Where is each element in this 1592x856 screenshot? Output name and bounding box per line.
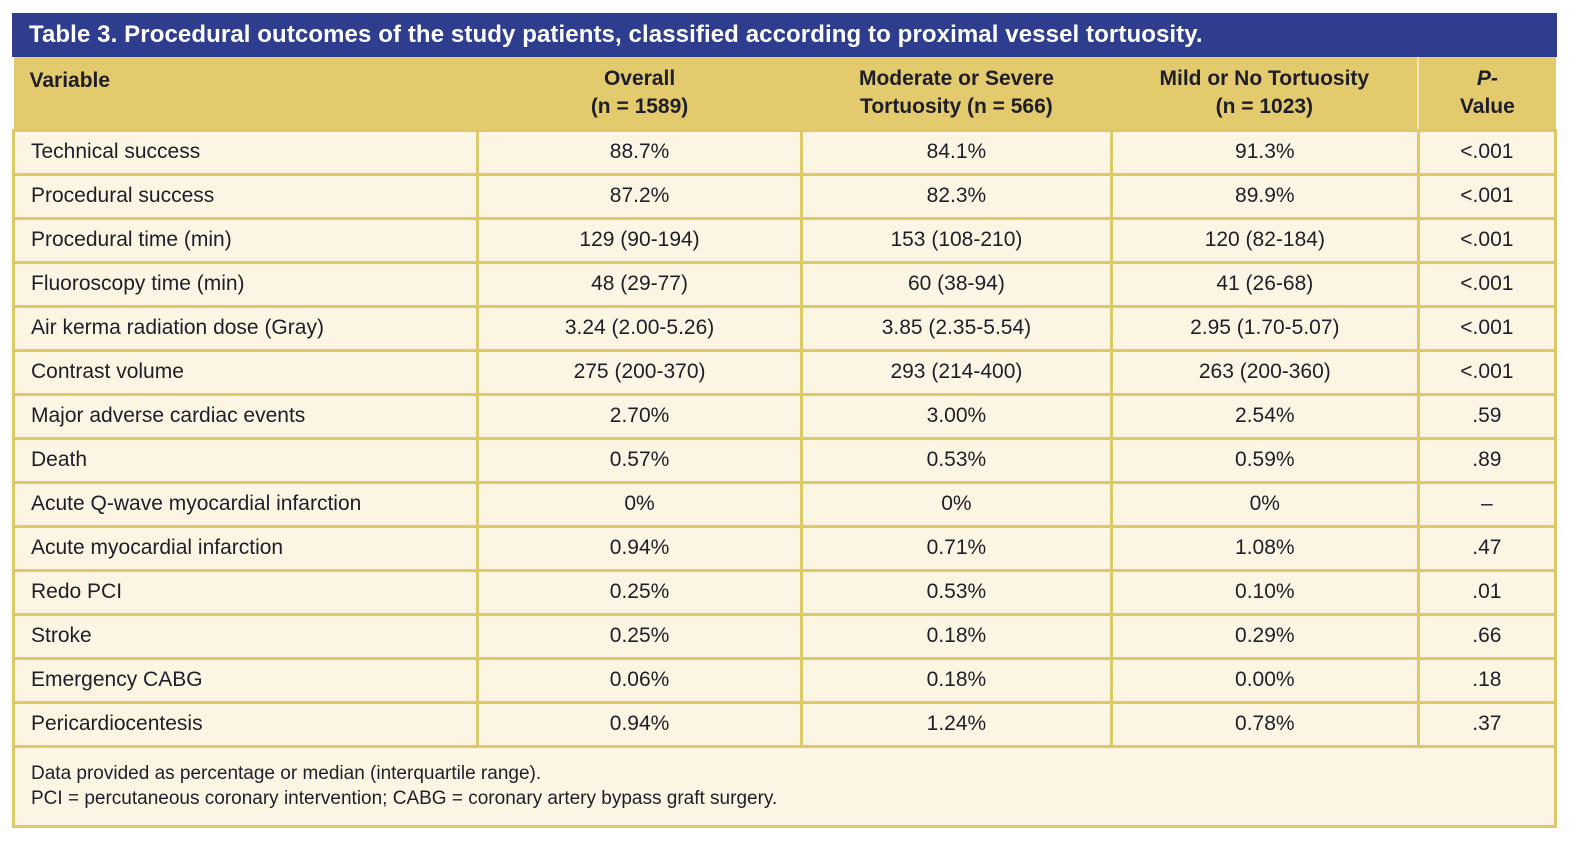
cell-p-value: <.001 — [1418, 218, 1555, 262]
table-title-bar — [12, 13, 1557, 57]
cell-variable: Acute myocardial infarction — [14, 526, 478, 570]
cell-overall: 2.70% — [478, 394, 802, 438]
cell-overall: 0.94% — [478, 702, 802, 746]
cell-variable: Procedural success — [14, 174, 478, 218]
cell-mild-none: 0.10% — [1111, 570, 1418, 614]
cell-overall: 88.7% — [478, 130, 802, 174]
cell-p-value: .37 — [1418, 702, 1555, 746]
header-mild-none — [1111, 57, 1418, 130]
cell-variable: Contrast volume — [14, 350, 478, 394]
cell-p-value: .18 — [1418, 658, 1555, 702]
cell-moderate-severe: 3.00% — [801, 394, 1111, 438]
cell-moderate-severe: 0.18% — [801, 614, 1111, 658]
cell-variable: Acute Q-wave myocardial infarction — [14, 482, 478, 526]
footnotes-cell — [14, 746, 1556, 826]
cell-moderate-severe: 293 (214-400) — [801, 350, 1111, 394]
header-variable — [14, 57, 478, 130]
cell-moderate-severe: 60 (38-94) — [801, 262, 1111, 306]
cell-mild-none: 2.95 (1.70-5.07) — [1111, 306, 1418, 350]
cell-mild-none: 0.59% — [1111, 438, 1418, 482]
table-row-contrast-volume — [14, 350, 1556, 394]
cell-p-value: .66 — [1418, 614, 1555, 658]
table-row-technical-success — [14, 130, 1556, 174]
cell-moderate-severe: 3.85 (2.35-5.54) — [801, 306, 1111, 350]
table-footer — [14, 746, 1556, 826]
cell-moderate-severe: 1.24% — [801, 702, 1111, 746]
table-row-pericardiocentesis — [14, 702, 1556, 746]
cell-variable: Redo PCI — [14, 570, 478, 614]
table-row-acute-mi — [14, 526, 1556, 570]
cell-variable: Death — [14, 438, 478, 482]
cell-mild-none: 41 (26-68) — [1111, 262, 1418, 306]
cell-variable: Air kerma radiation dose (Gray) — [14, 306, 478, 350]
table-row-acute-q-wave-mi — [14, 482, 1556, 526]
cell-moderate-severe: 0% — [801, 482, 1111, 526]
header-p-value-line2: Value — [1459, 94, 1515, 118]
header-variable-label: Variable — [29, 69, 111, 92]
cell-variable: Procedural time (min) — [14, 218, 478, 262]
cell-moderate-severe: 0.18% — [801, 658, 1111, 702]
table-row-stroke — [14, 614, 1556, 658]
cell-mild-none: 0.00% — [1111, 658, 1418, 702]
cell-mild-none: 0% — [1111, 482, 1418, 526]
table-row-fluoroscopy-time — [14, 262, 1556, 306]
cell-variable: Pericardiocentesis — [14, 702, 478, 746]
cell-p-value: .89 — [1418, 438, 1555, 482]
cell-mild-none: 91.3% — [1111, 130, 1418, 174]
cell-moderate-severe: 0.71% — [801, 526, 1111, 570]
header-mild-none-line1: Mild or No Tortuosity — [1159, 67, 1370, 91]
table-body — [14, 130, 1556, 746]
table-row-emergency-cabg — [14, 658, 1556, 702]
cell-moderate-severe: 82.3% — [801, 174, 1111, 218]
header-p-value — [1418, 57, 1555, 130]
header-mild-none-line2: (n = 1023) — [1215, 94, 1314, 118]
cell-mild-none: 263 (200-360) — [1111, 350, 1418, 394]
table-row-death — [14, 438, 1556, 482]
cell-p-value: .01 — [1418, 570, 1555, 614]
cell-overall: 0.25% — [478, 570, 802, 614]
table-row-redo-pci — [14, 570, 1556, 614]
cell-variable: Stroke — [14, 614, 478, 658]
header-overall — [478, 57, 802, 130]
cell-overall: 0% — [478, 482, 802, 526]
cell-overall: 0.06% — [478, 658, 802, 702]
table-row-air-kerma-dose — [14, 306, 1556, 350]
cell-p-value: <.001 — [1418, 350, 1555, 394]
table-row-procedural-time — [14, 218, 1556, 262]
cell-overall: 129 (90-194) — [478, 218, 802, 262]
cell-mild-none: 1.08% — [1111, 526, 1418, 570]
cell-overall: 0.94% — [478, 526, 802, 570]
cell-mild-none: 2.54% — [1111, 394, 1418, 438]
cell-p-value: <.001 — [1418, 130, 1555, 174]
cell-variable: Fluoroscopy time (min) — [14, 262, 478, 306]
footnote-data-format: Data provided as percentage or median (interquartile range). — [31, 762, 542, 784]
header-moderate-severe-line1: Moderate or Severe — [858, 67, 1054, 91]
cell-p-value: – — [1418, 482, 1555, 526]
cell-moderate-severe: 0.53% — [801, 438, 1111, 482]
cell-overall: 48 (29-77) — [478, 262, 802, 306]
cell-moderate-severe: 84.1% — [801, 130, 1111, 174]
header-overall-line2: (n = 1589) — [590, 94, 689, 118]
cell-mild-none: 0.29% — [1111, 614, 1418, 658]
cell-moderate-severe: 153 (108-210) — [801, 218, 1111, 262]
cell-p-value: <.001 — [1418, 262, 1555, 306]
footnote-abbreviations: PCI = percutaneous coronary intervention; CABG = coronary artery bypass graft surgery. — [31, 787, 778, 809]
cell-overall: 275 (200-370) — [478, 350, 802, 394]
table-title: Table 3. Procedural outcomes of the study patients, classified according to proximal vessel tortuosity. — [29, 21, 1203, 48]
cell-p-value: <.001 — [1418, 174, 1555, 218]
table-row-mace — [14, 394, 1556, 438]
header-moderate-severe — [801, 57, 1111, 130]
header-overall-line1: Overall — [603, 67, 676, 91]
cell-variable: Technical success — [14, 130, 478, 174]
cell-p-value: .59 — [1418, 394, 1555, 438]
cell-variable: Major adverse cardiac events — [14, 394, 478, 438]
cell-overall: 0.25% — [478, 614, 802, 658]
header-moderate-severe-line2: Tortuosity (n = 566) — [860, 94, 1053, 118]
cell-mild-none: 0.78% — [1111, 702, 1418, 746]
table-row-procedural-success — [14, 174, 1556, 218]
procedural-outcomes-table — [12, 13, 1557, 828]
header-p-value-line1: P- — [1476, 67, 1498, 91]
cell-mild-none: 89.9% — [1111, 174, 1418, 218]
cell-overall: 87.2% — [478, 174, 802, 218]
cell-variable: Emergency CABG — [14, 658, 478, 702]
cell-p-value: <.001 — [1418, 306, 1555, 350]
cell-moderate-severe: 0.53% — [801, 570, 1111, 614]
cell-overall: 0.57% — [478, 438, 802, 482]
cell-mild-none: 120 (82-184) — [1111, 218, 1418, 262]
table-header-row — [14, 57, 1556, 130]
cell-overall: 3.24 (2.00-5.26) — [478, 306, 802, 350]
outcomes-table — [12, 57, 1557, 828]
cell-p-value: .47 — [1418, 526, 1555, 570]
